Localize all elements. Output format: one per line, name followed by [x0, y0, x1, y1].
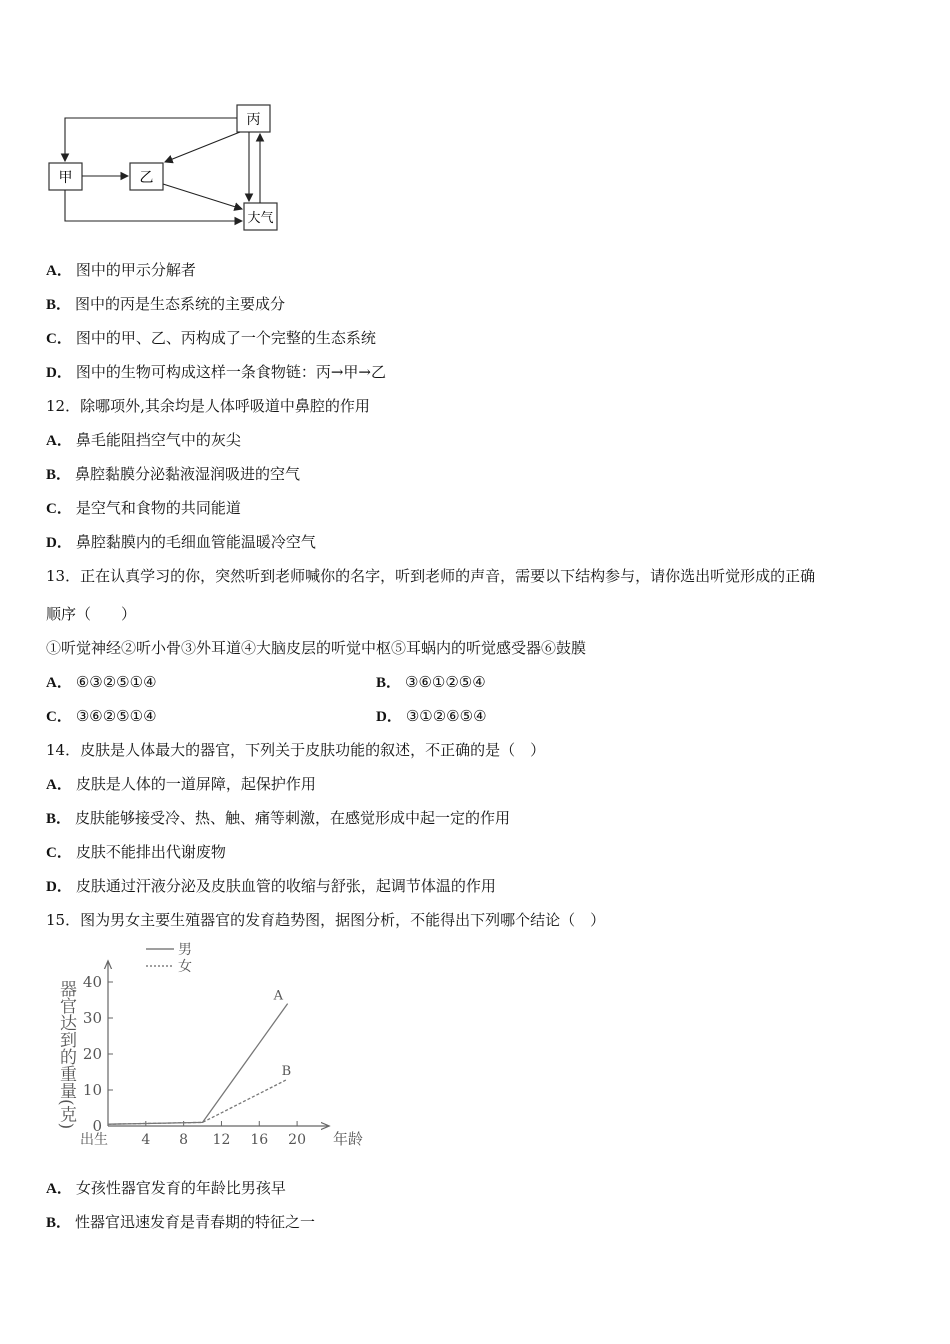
option-letter: A．: [46, 433, 72, 449]
q12-option-c: [46, 498, 241, 519]
q11-option-c: [46, 328, 376, 349]
option-letter: A．: [46, 675, 72, 691]
option-text: 皮肤通过汗液分泌及皮肤血管的收缩与舒张，起调节体温的作用: [75, 877, 496, 895]
option-letter: D．: [376, 709, 402, 725]
x-tick-label: 12: [212, 1132, 231, 1148]
option-letter: C．: [46, 331, 72, 347]
y-tick-label: 20: [82, 1045, 102, 1063]
q14-stem: 14．皮肤是人体最大的器官，下列关于皮肤功能的叙述，不正确的是（ ）: [46, 741, 546, 759]
arrow-bing-to-jia: [65, 118, 237, 161]
x-tick-label: 20: [288, 1132, 307, 1148]
option-letter: D．: [46, 879, 72, 895]
option-text: 鼻毛能阻挡空气中的灰尖: [75, 431, 241, 449]
option-text: 是空气和食物的共同能道: [75, 499, 241, 517]
y-tick-label: 0: [92, 1117, 102, 1135]
series-line-female: [108, 1079, 288, 1124]
option-letter: B．: [46, 467, 72, 483]
node-bing-label: 丙: [246, 112, 261, 128]
y-tick-label: 30: [82, 1009, 102, 1027]
q11-option-d: [46, 362, 386, 383]
node-atmosphere-label: 大气: [247, 211, 274, 226]
arrow-jia-to-atmosphere: [65, 190, 242, 221]
option-text: 女孩性器官发育的年龄比男孩早: [75, 1179, 286, 1197]
q15-option-a: [46, 1178, 286, 1199]
arrow-yi-to-atmosphere: [163, 184, 242, 209]
option-text: 图中的丙是生态系统的主要成分: [75, 295, 286, 313]
q12-stem: 12．除哪项外,其余均是人体呼吸道中鼻腔的作用: [46, 397, 370, 415]
q13-option-b: [376, 672, 486, 693]
growth-chart: [46, 936, 376, 1154]
legend-label-female: 女: [178, 959, 192, 975]
option-text: 皮肤能够接受冷、热、触、痛等刺激，在感觉形成中起一定的作用: [75, 809, 511, 827]
q14-option-d: [46, 876, 496, 897]
q14-option-c: [46, 842, 226, 863]
option-text: ⑥③②⑤①④: [75, 673, 157, 691]
option-text: 鼻腔黏膜内的毛细血管能温暖冷空气: [75, 533, 316, 551]
q12-option-b: [46, 464, 300, 485]
option-letter: B．: [46, 297, 72, 313]
y-axis-label: 器官达到的重量(克): [56, 980, 76, 1130]
node-jia-label: 甲: [58, 170, 73, 186]
y-tick-label: 10: [82, 1081, 102, 1099]
x-tick-label: 4: [141, 1132, 151, 1148]
q12-option-d: [46, 532, 316, 553]
ecosystem-diagram: [40, 96, 290, 236]
q12-option-a: [46, 430, 241, 451]
option-letter: C．: [46, 845, 72, 861]
option-letter: A．: [46, 777, 72, 793]
q15-option-b: [46, 1212, 315, 1233]
option-letter: A．: [46, 263, 72, 279]
series-line-male: [108, 1004, 288, 1125]
option-letter: A．: [46, 1181, 72, 1197]
q15-stem: 15．图为男女主要生殖器官的发育趋势图，据图分析，不能得出下列哪个结论（ ）: [46, 911, 606, 929]
q13-stem-line2: 顺序（ ）: [46, 605, 137, 623]
option-letter: B．: [376, 675, 402, 691]
option-text: 鼻腔黏膜分泌黏液湿润吸进的空气: [75, 465, 301, 483]
x-tick-label: 16: [250, 1132, 269, 1148]
option-text: 皮肤不能排出代谢废物: [75, 843, 226, 861]
series-label-A: A: [273, 988, 284, 1004]
option-letter: B．: [46, 811, 72, 827]
q14-option-a: [46, 774, 316, 795]
option-text: ③⑥②⑤①④: [75, 707, 157, 725]
q13-items: ①听觉神经②听小骨③外耳道④大脑皮层的听觉中枢⑤耳蜗内的听觉感受器⑥鼓膜: [46, 639, 587, 657]
q14-option-b: [46, 808, 510, 829]
q11-option-a: [46, 260, 196, 281]
q13-option-d: [376, 706, 487, 727]
x-tick-label: 8: [179, 1132, 189, 1148]
option-text: 皮肤是人体的一道屏障，起保护作用: [75, 775, 316, 793]
option-letter: B．: [46, 1215, 72, 1231]
option-text: 性器官迅速发育是青春期的特征之一: [75, 1213, 316, 1231]
option-text: 图中的甲示分解者: [75, 261, 196, 279]
legend-label-male: 男: [178, 942, 192, 958]
option-text: 图中的生物可构成这样一条食物链：丙→甲→乙: [75, 363, 386, 381]
option-letter: C．: [46, 709, 72, 725]
x-axis-label: 年龄: [332, 1130, 364, 1148]
option-letter: D．: [46, 535, 72, 551]
x-tick-label: 出生: [80, 1132, 108, 1148]
q13-option-c: [46, 706, 157, 727]
y-tick-label: 40: [82, 973, 102, 991]
arrow-bing-to-yi: [165, 132, 240, 162]
option-letter: C．: [46, 501, 72, 517]
option-text: ③⑥①②⑤④: [405, 673, 486, 691]
option-letter: D．: [46, 365, 72, 381]
option-text: ③①②⑥⑤④: [405, 707, 487, 725]
q13-stem-line1: 13．正在认真学习的你，突然听到老师喊你的名字，听到老师的声音，需要以下结构参与，请你选出听觉形成的正确: [46, 567, 816, 585]
option-text: 图中的甲、乙、丙构成了一个完整的生态系统: [75, 329, 376, 347]
series-label-B: B: [281, 1064, 292, 1080]
node-yi-label: 乙: [139, 170, 154, 186]
q11-option-b: [46, 294, 285, 315]
q13-option-a: [46, 672, 157, 693]
